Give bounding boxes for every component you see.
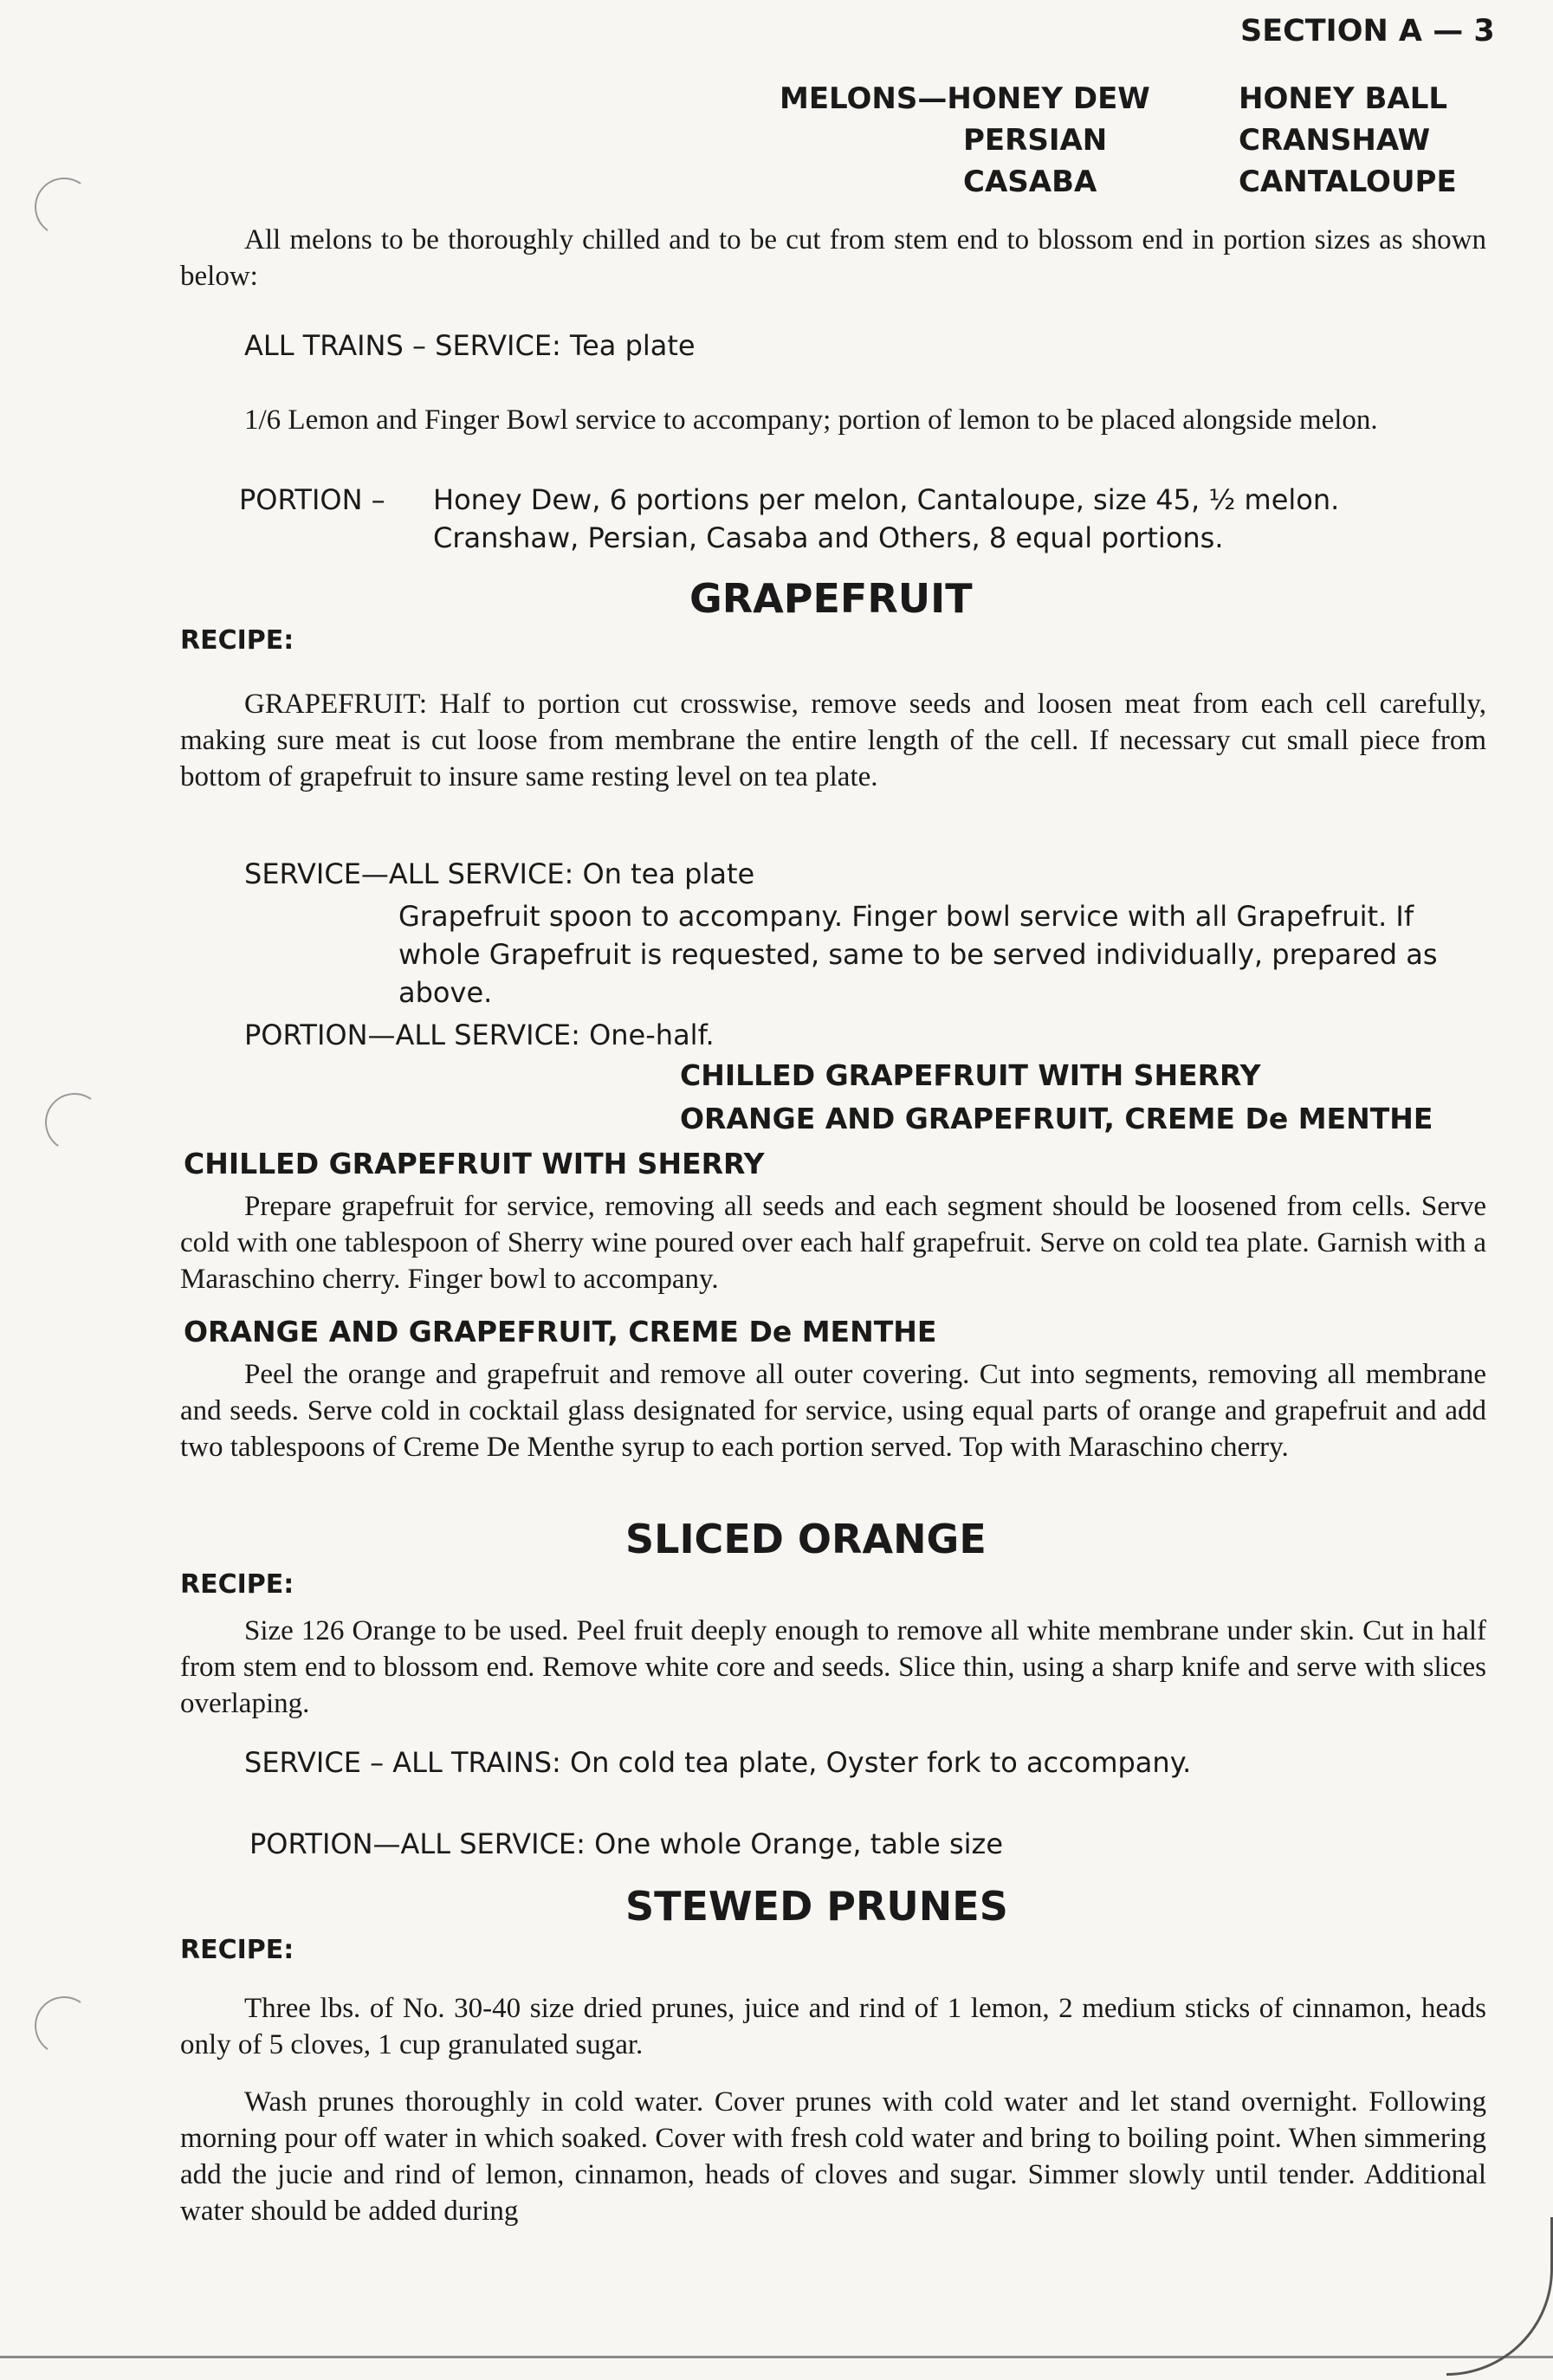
melon-list-right — [1239, 78, 1457, 203]
grapefruit-portion: PORTION—ALL SERVICE: One-half. — [244, 1019, 715, 1051]
sliced-orange-portion: PORTION—ALL SERVICE: One whole Orange, table size — [249, 1827, 1004, 1860]
sherry-title: CHILLED GRAPEFRUIT WITH SHERRY — [184, 1147, 765, 1180]
page-corner-curl — [1446, 2217, 1553, 2376]
grapefruit-service-label: SERVICE—ALL SERVICE: On tea plate — [244, 857, 755, 890]
grapefruit-text: GRAPEFRUIT: Half to portion cut crosswise, remove seeds and loosen meat from each cell carefully, making sure meat is cut loose from membrane the entire length of the cell. If necessary cut small piece from bottom of grapefruit to insure same resting level on tea plate. — [180, 689, 1486, 792]
melon-name: MELONS—HONEY DEW — [780, 81, 1150, 116]
sliced-orange-recipe-label: RECIPE: — [180, 1569, 294, 1600]
grapefruit-subtitle-2: ORANGE AND GRAPEFRUIT, CREME De MENTHE — [680, 1102, 1433, 1135]
sliced-orange-title: SLICED ORANGE — [625, 1516, 987, 1562]
sherry-text: Prepare grapefruit for service, removing all seeds and each segment should be loosened from cells. Serve cold with one tablespoon of Sherry wine poured over each half grapefruit. Serve on cold tea plate. Garnish with a Maraschino cherry. Finger bowl to accompany. — [180, 1191, 1486, 1295]
melons-intro: All melons to be thoroughly chilled and to be cut from stem end to blossom end in portion sizes as shown below: — [180, 224, 1486, 292]
menthe-text: Peel the orange and grapefruit and remove all outer covering. Cut into segments, removing all membrane and seeds. Serve cold in cocktail glass designated for service, using equal parts of orange and grapefruit and add two tablespoons of Creme De Menthe syrup to each portion served. Top with Maraschino cherry. — [180, 1359, 1486, 1463]
melon-name: HONEY BALL — [1239, 81, 1448, 116]
melons-lemon-note: 1/6 Lemon and Finger Bowl service to accompany; portion of lemon to be placed alongside melon. — [244, 404, 1378, 436]
section-label: SECTION A — 3 — [1240, 14, 1495, 49]
melons-portion-line1: Honey Dew, 6 portions per melon, Cantaloupe, size 45, ½ melon. — [433, 483, 1340, 516]
melon-name: PERSIAN — [963, 123, 1108, 158]
binder-hole-bottom — [30, 1992, 99, 2060]
sliced-orange-service: SERVICE – ALL TRAINS: On cold tea plate, Oyster fork to accompany. — [244, 1746, 1192, 1779]
grapefruit-subtitle-1: CHILLED GRAPEFRUIT WITH SHERRY — [680, 1058, 1261, 1092]
melon-name: CASABA — [963, 165, 1097, 199]
melons-portion-line2: Cranshaw, Persian, Casaba and Others, 8 equal portions. — [433, 521, 1224, 554]
grapefruit-title: GRAPEFRUIT — [689, 575, 973, 622]
stewed-prunes-method: Wash prunes thoroughly in cold water. Cover prunes with cold water and let stand overnight. Following morning pour off water in which soaked. Cover with fresh cold water and bring to boiling point. When simmering add the jucie and rind of lemon, cinnamon, heads of cloves and sugar. Simmer slowly until tender. Additional water should be added during — [180, 2086, 1486, 2227]
page-bottom-edge — [0, 2356, 1553, 2358]
stewed-prunes-title: STEWED PRUNES — [625, 1883, 1008, 1930]
melons-service: ALL TRAINS – SERVICE: Tea plate — [244, 329, 696, 362]
grapefruit-recipe-label: RECIPE: — [180, 625, 294, 656]
grapefruit-service-text: Grapefruit spoon to accompany. Finger bowl service with all Grapefruit. If whole Grapefruit is requested, same to be served individually, prepared as above. — [398, 900, 1438, 1009]
stewed-prunes-ingredients: Three lbs. of No. 30-40 size dried prunes, juice and rind of 1 lemon, 2 medium sticks of cinnamon, heads only of 5 cloves, 1 cup granulated sugar. — [180, 1993, 1486, 2060]
melon-name: CANTALOUPE — [1239, 165, 1457, 199]
melons-portion-label: PORTION – — [239, 483, 385, 516]
menthe-title: ORANGE AND GRAPEFRUIT, CREME De MENTHE — [184, 1315, 937, 1348]
binder-hole-top — [30, 173, 99, 242]
binder-hole-middle — [41, 1089, 109, 1157]
sliced-orange-text: Size 126 Orange to be used. Peel fruit deeply enough to remove all white membrane under skin. Cut in half from stem end to blossom end. Remove white core and seeds. Slice thin, using a sharp knife and serve with slices overlaping. — [180, 1615, 1486, 1719]
melon-list-left — [780, 78, 1150, 203]
melon-name: CRANSHAW — [1239, 123, 1431, 158]
stewed-prunes-recipe-label: RECIPE: — [180, 1935, 294, 1965]
